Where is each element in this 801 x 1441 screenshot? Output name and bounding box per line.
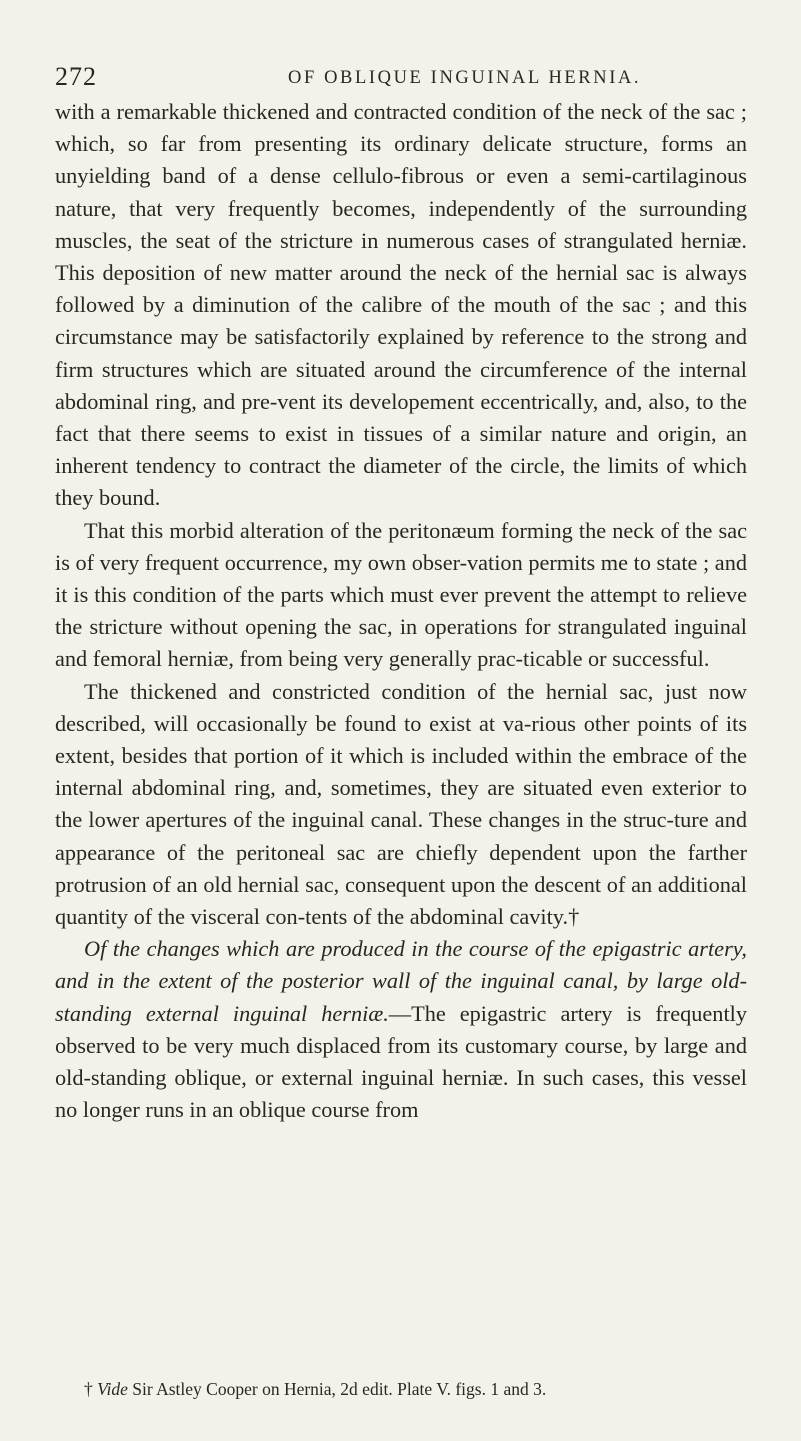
footnote [84, 1377, 764, 1401]
section-text: —The epigastric artery is frequently observed to be very much displaced from its customary course, by large and old-standing oblique, or external inguinal herniæ. In such cases, this vessel no longer runs in an oblique course from [55, 1000, 747, 1123]
page-number: 272 [55, 62, 97, 91]
section-heading: Of the changes which are produced in the course of the epigastric artery, and in the extent of the posterior wall of the inguinal canal, by large old-standing external inguinal herniæ. [55, 936, 747, 1026]
running-title: OF OBLIQUE INGUINAL HERNIA. [288, 68, 642, 88]
body-text [55, 96, 747, 1127]
paragraph: The thickened and constricted condition of the hernial sac, just now described, will occasionally be found to exist at va-rious other points of its extent, besides that portion of it which is included within the embrace of the internal abdominal ring, and, sometimes, they are situated even exterior to the lower apertures of the inguinal canal. These changes in the struc-ture and appearance of the peritoneal sac are chiefly dependent upon the farther protrusion of an old hernial sac, consequent upon the descent of an additional quantity of the visceral con-tents of the abdominal cavity.† [55, 678, 747, 930]
section-paragraph [55, 933, 747, 1126]
footnote-marker: † [84, 1379, 93, 1399]
footnote-text: Sir Astley Cooper on Hernia, 2d edit. Plate V. figs. 1 and 3. [132, 1379, 547, 1399]
page-header [55, 62, 755, 92]
footnote-vide: Vide [97, 1379, 128, 1399]
paragraph: That this morbid alteration of the peritonæum forming the neck of the sac is of very frequent occurrence, my own obser-vation permits me to state ; and it is this condition of the parts which must ever prevent the attempt to relieve the stricture without opening the sac, in operations for strangulated inguinal and femoral herniæ, from being very generally prac-ticable or successful. [55, 517, 747, 672]
paragraph-continued: with a remarkable thickened and contracted condition of the neck of the sac ; which, so far from presenting its ordinary delicate structure, forms an unyielding band of a dense cellulo-fibrous or even a semi-cartilaginous nature, that very frequently becomes, independently of the surrounding muscles, the seat of the stricture in numerous cases of strangulated herniæ. This deposition of new matter around the neck of the hernial sac is always followed by a diminution of the calibre of the mouth of the sac ; and this circumstance may be satisfactorily explained by reference to the strong and firm structures which are situated around the circumference of the internal abdominal ring, and pre-vent its developement eccentrically, and, also, to the fact that there seems to exist in tissues of a similar nature and origin, an inherent tendency to contract the diameter of the circle, the limits of which they bound. [55, 99, 747, 511]
